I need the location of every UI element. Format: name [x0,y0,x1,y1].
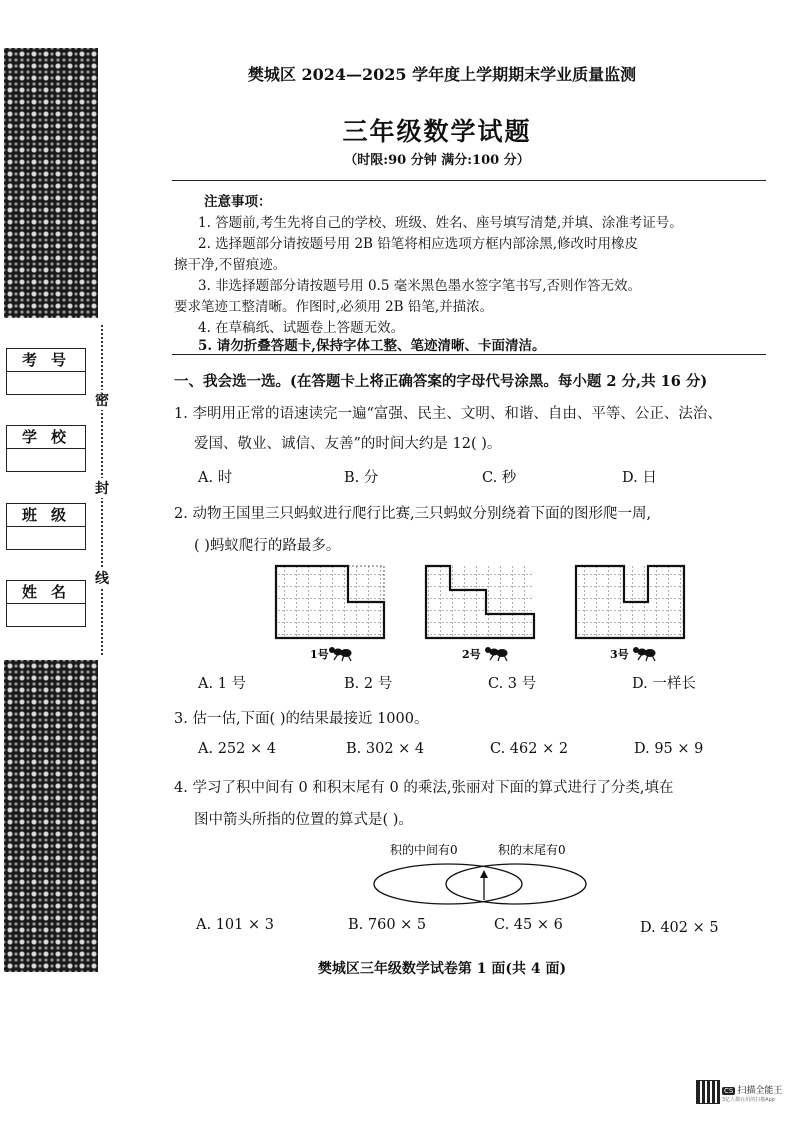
top-rule [172,180,766,181]
q3-option-d[interactable]: D. 95 × 9 [634,741,704,757]
page-footer: 樊城区三年级数学试卷第 1 面(共 4 面) [317,961,567,977]
seal-char-mi: 密 [94,390,110,410]
q1-line-2: 爱国、敬业、诚信、友善”的时间大约是 12( )。 [194,436,502,452]
figure-label-1: 1号 [310,648,329,661]
q4-option-c[interactable]: C. 45 × 6 [494,917,563,933]
figure-3 [576,566,684,638]
decorative-pattern-bottom [4,660,98,972]
seal-char-xian: 线 [94,568,110,588]
q4-option-a[interactable]: A. 101 × 3 [196,917,274,933]
q4-line-1: 4. 学习了积中间有 0 和积末尾有 0 的乘法,张丽对下面的算式进行了分类,填在 [174,780,674,796]
scanner-watermark [722,1083,782,1096]
q1-option-b[interactable]: B. 分 [344,470,379,486]
q2-option-b[interactable]: B. 2 号 [344,676,393,692]
q4-venn-diagram [370,840,600,910]
notice-line-2b: 擦干净,不留痕迹。 [174,257,287,273]
figure-2 [426,566,534,638]
notice-line-1: 1. 答题前,考生先将自己的学校、班级、姓名、座号填写清楚,并填、涂准考证号。 [198,215,683,231]
q4-option-b[interactable]: B. 760 × 5 [348,917,427,933]
ant-icon [486,648,508,662]
q3-option-c[interactable]: C. 462 × 2 [490,741,569,757]
q3-line-1: 3. 估一估,下面( )的结果最接近 1000。 [174,711,429,727]
q2-option-a[interactable]: A. 1 号 [198,676,247,692]
paper-title: 三年级数学试题 [342,117,532,146]
q1-option-a[interactable]: A. 时 [198,470,233,486]
qr-code-icon [696,1080,720,1104]
venn-right-label: 积的末尾有0 [498,843,566,857]
figure-1 [276,566,384,638]
exam-title: 樊城区 2024—2025 学年度上学期期末学业质量监测 [247,65,637,84]
exam-number-box[interactable] [6,348,86,395]
notice-heading: 注意事项： [204,194,272,210]
figure-label-2: 2号 [462,648,481,661]
q2-option-d[interactable]: D. 一样长 [632,676,696,692]
notice-line-3b: 要求笔迹工整清晰。作图时,必须用 2B 铅笔,并描浓。 [174,299,494,315]
venn-left-label: 积的中间有0 [390,843,458,857]
notice-line-4: 4. 在草稿纸、试题卷上答题无效。 [198,320,405,336]
notice-line-3: 3. 非选择题部分请按题号用 0.5 毫米黑色墨水签字笔书写,否则作答无效。 [198,278,642,294]
exam-number-label: 考号 [7,349,85,372]
q3-option-b[interactable]: B. 302 × 4 [346,741,425,757]
notice-line-5: 5. 请勿折叠答题卡,保持字体工整、笔迹清晰、卡面清洁。 [198,338,546,354]
q2-line-2: ( )蚂蚁爬行的路最多。 [194,538,341,554]
cs-logo-icon: CS [724,1087,734,1095]
class-label: 班级 [7,504,85,527]
section-heading: 一、我会选一选。(在答题卡上将正确答案的字母代号涂黑。每小题 2 分,共 16 分) [174,373,708,390]
school-box[interactable] [6,425,86,472]
seal-char-feng: 封 [94,478,110,498]
q2-option-c[interactable]: C. 3 号 [488,676,537,692]
ant-icon [330,648,352,662]
notice-line-2: 2. 选择题部分请按题号用 2B 铅笔将相应选项方框内部涂黑,修改时用橡皮 [198,236,639,252]
q3-option-a[interactable]: A. 252 × 4 [198,741,276,757]
scanner-name: 扫描全能王 [737,1086,783,1096]
q4-line-2: 图中箭头所指的位置的算式是( )。 [194,812,413,828]
ant-icon [634,648,656,662]
scanner-subtitle: 3亿人都在用的扫描App [722,1097,775,1103]
name-box[interactable] [6,580,86,627]
class-box[interactable] [6,503,86,550]
q1-option-c[interactable]: C. 秒 [482,470,517,486]
q2-figures [272,562,692,672]
time-score-line: （时限:90 分钟 满分:100 分） [344,153,530,168]
name-label: 姓名 [7,581,85,604]
decorative-pattern-top [4,48,98,318]
q1-line-1: 1. 李明用正常的语速读完一遍“富强、民主、文明、和谐、自由、平等、公正、法治、 [174,406,722,422]
figure-label-3: 3号 [610,648,629,661]
school-label: 学校 [7,426,85,449]
q4-option-d[interactable]: D. 402 × 5 [640,920,719,936]
q1-option-d[interactable]: D. 日 [622,470,657,486]
q2-line-1: 2. 动物王国里三只蚂蚁进行爬行比赛,三只蚂蚁分别绕着下面的图形爬一周, [174,506,652,522]
notice-bottom-rule [172,354,766,355]
